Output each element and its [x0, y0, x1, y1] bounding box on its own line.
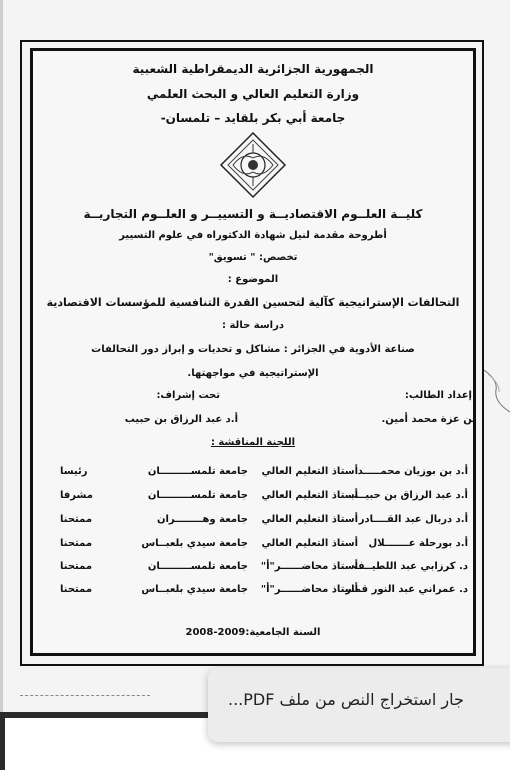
member-role: رئيسا	[60, 466, 88, 477]
member-name: أ.د بن بوزيان محمـــــد	[357, 466, 468, 477]
member-title: أستاذ التعليم العالي	[261, 490, 358, 501]
member-university: جامعة تلمســـــــــان	[147, 466, 248, 477]
student-name: بن عزة محمد أمين.	[381, 414, 476, 425]
member-name: أ.د عبد الرزاق بن حبيــب	[347, 490, 468, 501]
member-university: جامعة تلمســـــــــان	[147, 490, 248, 501]
member-university: جامعة تلمســـــــــان	[147, 561, 248, 572]
member-university: جامعة سيدي بلعبــاس	[141, 538, 248, 549]
subject-label: الموضوع :	[227, 274, 279, 285]
header-republic: الجمهورية الجزائرية الديمقراطية الشعبية	[132, 62, 374, 76]
specialty: تخصص: " تسويق"	[208, 252, 298, 263]
committee-row	[60, 514, 468, 530]
thesis-title: التحالفات الإستراتيجية كآلية لتحسين القدرة التنافسية للمؤسسات الاقتصادية	[46, 296, 460, 309]
member-name: أ.د دربال عبد القــــادر	[358, 514, 468, 525]
thesis-type: أطروحة مقدمة لنيل شهادة الدكتوراه في علوم التسيير	[119, 230, 387, 241]
member-role: مشرفا	[60, 490, 93, 501]
member-role: ممتحنا	[60, 561, 93, 572]
university-emblem-icon	[218, 130, 288, 200]
page-edge-shadow	[0, 0, 3, 715]
toast-message: جارٍ استخراج النص من ملف PDF...	[228, 690, 464, 709]
header-university: جامعة أبي بكر بلقايد – تلمسان-	[160, 111, 346, 125]
committee-label: اللجنة المناقشة :	[210, 437, 296, 448]
committee-row	[60, 584, 468, 600]
next-page-edge	[20, 695, 150, 697]
committee-row	[60, 466, 468, 482]
member-role: ممتحنا	[60, 514, 93, 525]
member-name: د. كرزابي عبد اللطيــف	[353, 561, 468, 572]
extraction-toast	[208, 668, 510, 742]
case-study-label: دراسة حالة :	[222, 320, 284, 331]
member-name: د. عمراني عبد النور قمار	[345, 584, 468, 595]
case-study-line-2: الإستراتيجية في مواجهتها.	[187, 368, 319, 379]
member-title: أستاذ محاضــــــر"أ"	[260, 584, 358, 595]
member-title: أستاذ التعليم العالي	[261, 514, 358, 525]
committee-row	[60, 561, 468, 577]
member-title: أستاذ التعليم العالي	[261, 466, 358, 477]
member-title: أستاذ محاضــــــر"أ"	[260, 561, 358, 572]
header-ministry: وزارة التعليم العالي و البحث العلمي	[146, 87, 360, 101]
academic-year: السنة الجامعية:2009-2008	[185, 627, 321, 638]
committee-row	[60, 490, 468, 506]
page-curl-icon	[484, 360, 510, 420]
committee-row	[60, 538, 468, 554]
member-university: جامعة وهــــــــران	[156, 514, 248, 525]
supervisor-label: تحت إشراف:	[156, 390, 220, 401]
faculty-name: كليــة العلــوم الاقتصاديــة و التسييــر و العلــوم التجاريــة	[83, 207, 423, 221]
member-role: ممتحنا	[60, 538, 93, 549]
case-study-line-1: صناعة الأدوية في الجزائر : مشاكل و تحديات و إبراز دور التحالفات	[91, 344, 415, 355]
student-label: إعداد الطالب:	[404, 390, 472, 401]
member-name: أ.د بورحلة عـــــــلال	[368, 538, 468, 549]
page-left-edge	[0, 715, 5, 770]
supervisor-name: أ.د عبد الرزاق بن حبيب	[124, 414, 238, 425]
member-university: جامعة سيدي بلعبــاس	[141, 584, 248, 595]
member-role: ممتحنا	[60, 584, 93, 595]
member-title: أستاذ التعليم العالي	[261, 538, 358, 549]
